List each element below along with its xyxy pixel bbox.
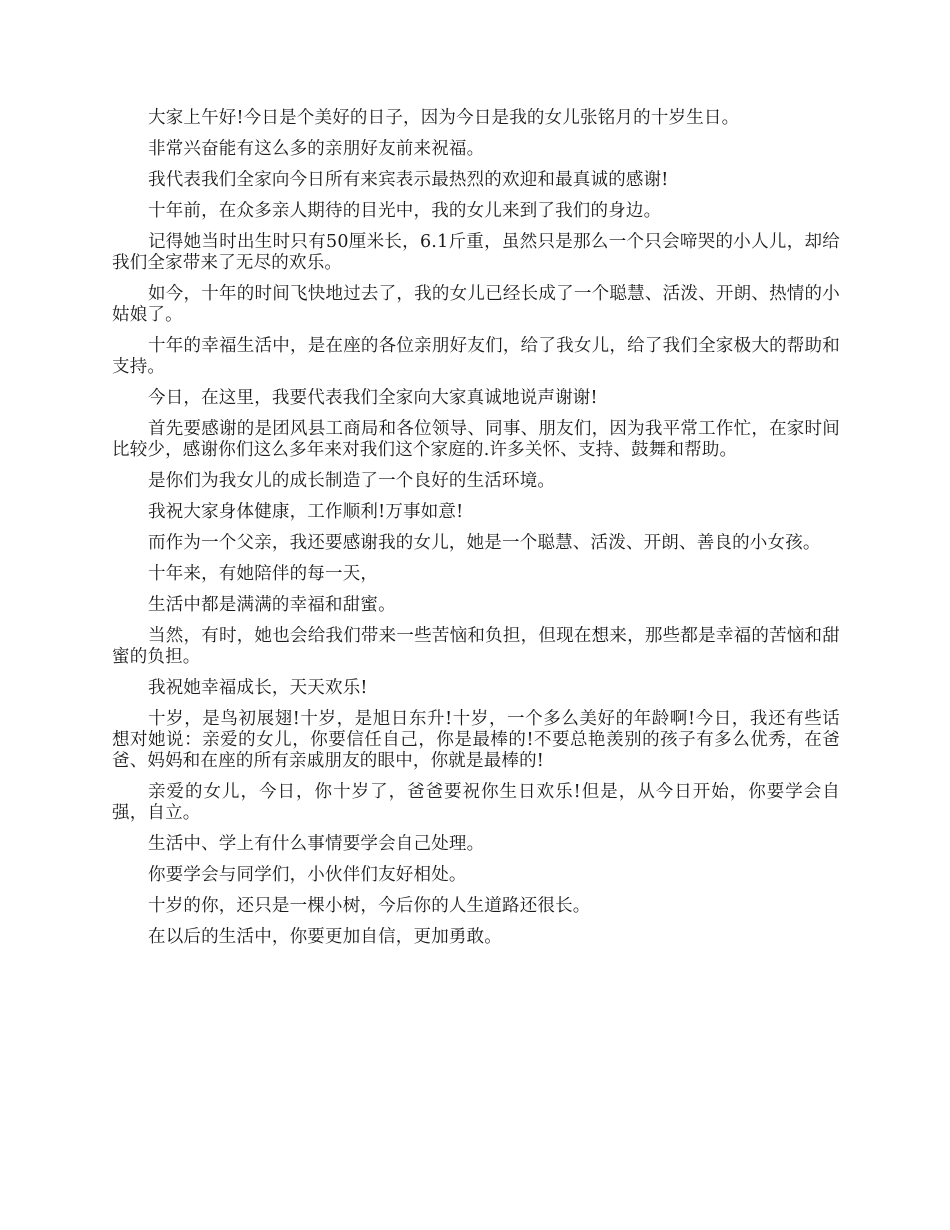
paragraph: 生活中、学上有什么事情要学会自己处理。 — [148, 834, 485, 854]
paragraph: 大家上午好!今日是个美好的日子，因为今日是我的女儿张铭月的十岁生日。 — [148, 108, 740, 128]
paragraph: 我代表我们全家向今日所有来宾表示最热烈的欢迎和最真诚的感谢! — [148, 170, 669, 190]
paragraph: 而作为一个父亲，我还要感谢我的女儿，她是一个聪慧、活泼、开朗、善良的小女孩。 — [148, 533, 821, 553]
paragraph: 你要学会与同学们，小伙伴们友好相处。 — [148, 865, 467, 885]
paragraph: 十岁，是鸟初展翅!十岁，是旭日东升!十岁，一个多么美好的年龄啊!今日，我还有些话想对她说：亲爱的女儿，你要信任自己，你是最棒的!不要总艳羡别的孩子有多么优秀，在爸爸、妈妈和在座的所有亲戚朋友的眼中，你就是最棒的! — [112, 709, 840, 771]
paragraph: 十年的幸福生活中，是在座的各位亲朋好友们，给了我女儿，给了我们全家极大的帮助和支持。 — [112, 336, 840, 377]
paragraph: 是你们为我女儿的成长制造了一个良好的生活环境。 — [148, 471, 556, 491]
paragraph: 今日，在这里，我要代表我们全家向大家真诚地说声谢谢! — [148, 388, 598, 408]
paragraph: 生活中都是满满的幸福和甜蜜。 — [148, 595, 396, 615]
paragraph: 亲爱的女儿，今日，你十岁了，爸爸要祝你生日欢乐!但是，从今日开始，你要学会自强，自立。 — [112, 782, 840, 823]
paragraph: 我祝大家身体健康，工作顺利!万事如意! — [148, 502, 464, 522]
document-body — [112, 108, 840, 958]
paragraph: 十年来，有她陪伴的每一天， — [148, 564, 379, 584]
paragraph: 如今，十年的时间飞快地过去了，我的女儿已经长成了一个聪慧、活泼、开朗、热情的小姑娘了。 — [112, 284, 840, 325]
paragraph: 首先要感谢的是团风县工商局和各位领导、同事、朋友们，因为我平常工作忙，在家时间比较少，感谢你们这么多年来对我们这个家庭的.许多关怀、支持、鼓舞和帮助。 — [112, 419, 840, 460]
paragraph: 非常兴奋能有这么多的亲朋好友前来祝福。 — [148, 139, 485, 159]
paragraph: 当然，有时，她也会给我们带来一些苦恼和负担，但现在想来，那些都是幸福的苦恼和甜蜜的负担。 — [112, 626, 840, 667]
paragraph: 记得她当时出生时只有50厘米长，6.1斤重，虽然只是那么一个只会啼哭的小人儿，却给我们全家带来了无尽的欢乐。 — [112, 232, 840, 273]
paragraph: 十年前，在众多亲人期待的目光中，我的女儿来到了我们的身边。 — [148, 201, 662, 221]
paragraph: 十岁的你，还只是一棵小树，今后你的人生道路还很长。 — [148, 896, 591, 916]
paragraph: 在以后的生活中，你要更加自信，更加勇敢。 — [148, 927, 502, 947]
paragraph: 我祝她幸福成长，天天欢乐! — [148, 678, 368, 698]
